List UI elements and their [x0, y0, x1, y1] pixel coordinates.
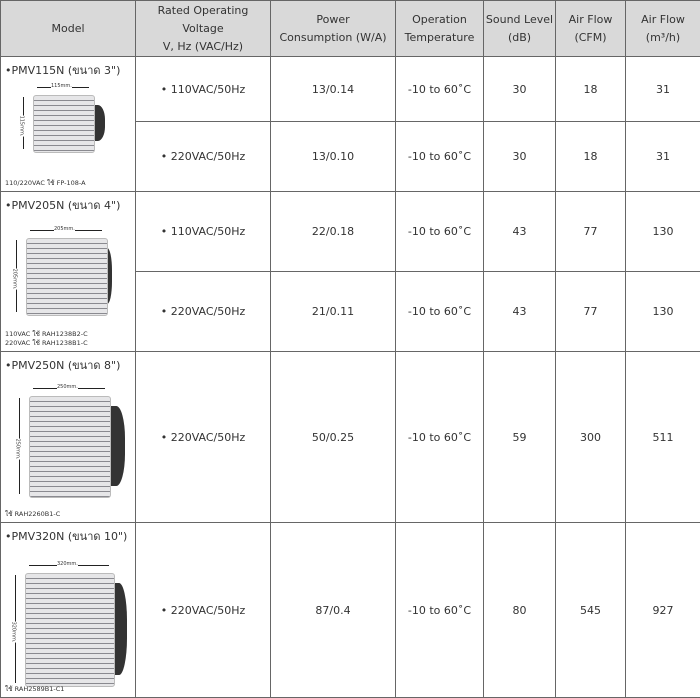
header-voltage — [136, 1, 271, 57]
accessory-note-line: ใช้ RAH2260B1-C — [5, 510, 60, 519]
table-row — [1, 523, 700, 698]
voltage-cell: • 110VAC/50Hz — [136, 57, 271, 122]
header-voltage-line1: Rated Operating Voltage — [158, 4, 249, 35]
power-cell: 13/0.10 — [271, 122, 396, 192]
voltage-cell: • 220VAC/50Hz — [136, 122, 271, 192]
header-power — [271, 1, 396, 57]
power-cell: 21/0.11 — [271, 272, 396, 352]
sound-level-cell: 30 — [484, 122, 556, 192]
model-cell — [1, 352, 136, 523]
accessory-note — [5, 510, 60, 519]
header-m3h — [626, 1, 700, 57]
accessory-note-line: 220VAC ใช้ RAH1238B1-C — [5, 339, 88, 348]
airflow-m3h-cell: 511 — [626, 352, 700, 523]
header-power-line2: Consumption (W/A) — [279, 31, 386, 44]
model-name: •PMV250N (ขนาด 8") — [5, 356, 135, 374]
fan-filter-image — [25, 573, 115, 687]
temperature-cell: -10 to 60˚C — [396, 192, 484, 272]
airflow-cfm-cell: 77 — [556, 192, 626, 272]
airflow-m3h-cell: 130 — [626, 192, 700, 272]
airflow-m3h-cell: 130 — [626, 272, 700, 352]
header-sound-line1: Sound Level — [486, 13, 553, 26]
voltage-cell: • 220VAC/50Hz — [136, 352, 271, 523]
model-name: •PMV115N (ขนาด 3") — [5, 61, 135, 79]
header-voltage-line2: V, Hz (VAC/Hz) — [163, 40, 243, 53]
height-label: 320mm. — [10, 622, 16, 643]
sound-level-cell: 43 — [484, 192, 556, 272]
temperature-cell: -10 to 60˚C — [396, 57, 484, 122]
power-cell: 50/0.25 — [271, 352, 396, 523]
header-row — [1, 1, 700, 57]
power-cell: 87/0.4 — [271, 523, 396, 698]
voltage-cell: • 220VAC/50Hz — [136, 523, 271, 698]
table-row — [1, 57, 700, 122]
header-cfm-line2: (CFM) — [574, 31, 606, 44]
header-sound — [484, 1, 556, 57]
airflow-cfm-cell: 77 — [556, 272, 626, 352]
temperature-cell: -10 to 60˚C — [396, 523, 484, 698]
airflow-cfm-cell: 18 — [556, 122, 626, 192]
width-label: 250mm. — [57, 384, 78, 390]
header-m3h-line2: (m³/h) — [646, 31, 680, 44]
sound-level-cell: 43 — [484, 272, 556, 352]
temperature-cell: -10 to 60˚C — [396, 122, 484, 192]
model-cell — [1, 523, 136, 698]
fan-filter-image — [33, 95, 95, 153]
power-cell: 13/0.14 — [271, 57, 396, 122]
airflow-m3h-cell: 31 — [626, 122, 700, 192]
header-m3h-line1: Air Flow — [641, 13, 685, 26]
header-temp-line2: Temperature — [405, 31, 475, 44]
accessory-note — [5, 685, 64, 694]
airflow-cfm-cell: 300 — [556, 352, 626, 523]
height-label: 205mm. — [11, 269, 17, 290]
width-label: 115mm. — [51, 83, 72, 89]
airflow-m3h-cell: 927 — [626, 523, 700, 698]
sound-level-cell: 80 — [484, 523, 556, 698]
model-name: •PMV320N (ขนาด 10") — [5, 527, 135, 545]
header-temp — [396, 1, 484, 57]
model-cell — [1, 57, 136, 192]
airflow-m3h-cell: 31 — [626, 57, 700, 122]
header-cfm-line1: Air Flow — [569, 13, 613, 26]
temperature-cell: -10 to 60˚C — [396, 272, 484, 352]
power-cell: 22/0.18 — [271, 192, 396, 272]
header-model: Model — [1, 1, 136, 57]
table-row — [1, 352, 700, 523]
fan-filter-image — [26, 238, 108, 316]
accessory-note-line: ใช้ RAH2589B1-C1 — [5, 685, 64, 694]
header-power-line1: Power — [316, 13, 349, 26]
sound-level-cell: 30 — [484, 57, 556, 122]
height-label: 115mm. — [18, 116, 24, 137]
sound-level-cell: 59 — [484, 352, 556, 523]
width-label: 320mm. — [57, 561, 78, 567]
accessory-note-line: 110/220VAC ใช้ FP-108-A — [5, 179, 86, 188]
model-cell — [1, 192, 136, 352]
airflow-cfm-cell: 18 — [556, 57, 626, 122]
temperature-cell: -10 to 60˚C — [396, 352, 484, 523]
width-label: 205mm. — [54, 226, 75, 232]
fan-filter-image — [29, 396, 111, 498]
airflow-cfm-cell: 545 — [556, 523, 626, 698]
voltage-cell: • 220VAC/50Hz — [136, 272, 271, 352]
accessory-note-line: 110VAC ใช้ RAH1238B2-C — [5, 330, 88, 339]
accessory-note — [5, 330, 88, 348]
header-sound-line2: (dB) — [508, 31, 531, 44]
voltage-cell: • 110VAC/50Hz — [136, 192, 271, 272]
accessory-note — [5, 179, 86, 188]
header-cfm — [556, 1, 626, 57]
table-row — [1, 192, 700, 272]
model-name: •PMV205N (ขนาด 4") — [5, 196, 135, 214]
height-label: 250mm. — [14, 439, 20, 460]
header-temp-line1: Operation — [412, 13, 467, 26]
